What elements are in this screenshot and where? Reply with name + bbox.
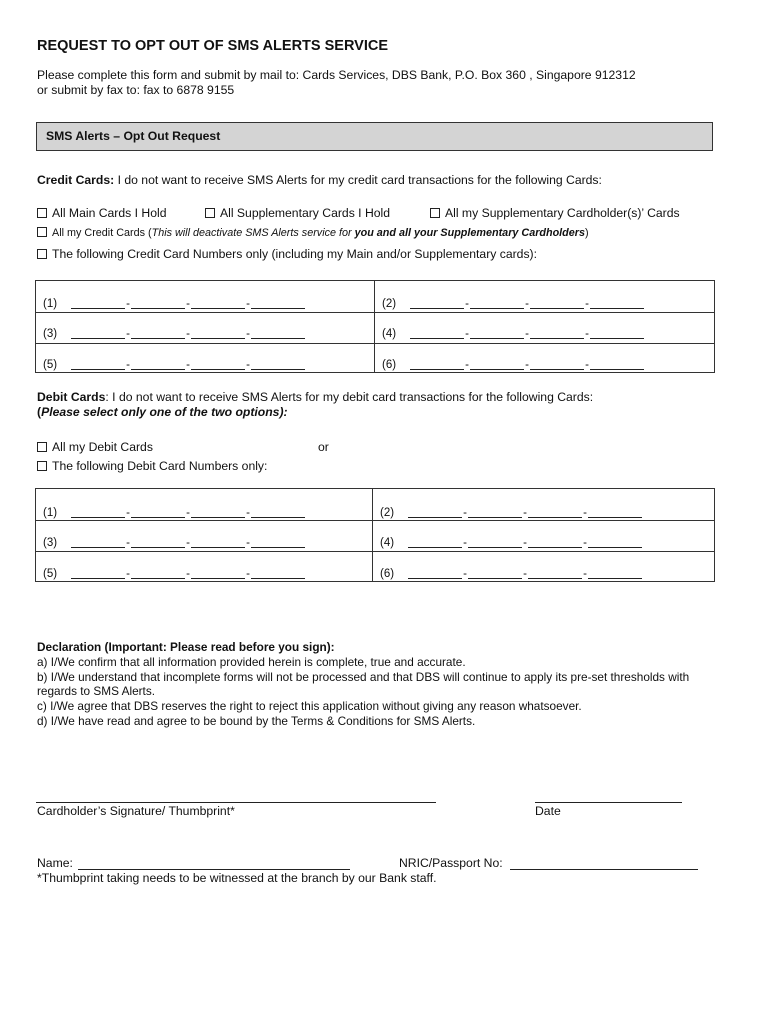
declaration-heading: Declaration (Important: Please read before you sign):: [37, 640, 335, 654]
slot-label: (4): [382, 328, 397, 340]
declaration: [37, 640, 689, 729]
name-label: Name:: [37, 856, 73, 870]
option-all-main-cards[interactable]: [37, 206, 166, 220]
credit-card-slot[interactable]: [382, 297, 644, 310]
slot-separator: -: [126, 568, 130, 580]
option-all-credit-cards-note: This will deactivate SMS Alerts service for: [151, 227, 355, 239]
option-debit-card-numbers[interactable]: [37, 459, 267, 473]
signature-line[interactable]: [36, 802, 436, 803]
slot-separator: -: [523, 537, 527, 549]
slot-label: (2): [382, 298, 397, 310]
debit-cards-heading: Debit Cards: [37, 390, 106, 404]
option-all-main-cards-label: All Main Cards I Hold: [52, 206, 167, 220]
slot-separator: -: [126, 328, 130, 340]
checkbox-all-main-cards[interactable]: [37, 208, 47, 218]
slot-label: (1): [43, 298, 58, 310]
nric-label: NRIC/Passport No:: [399, 856, 503, 870]
slot-separator: -: [186, 298, 190, 310]
option-all-supplementary-cards-label: All Supplementary Cards I Hold: [220, 206, 391, 220]
slot-separator: -: [465, 328, 469, 340]
credit-card-numbers-table: [35, 280, 715, 373]
slot-label: (4): [380, 537, 395, 549]
checkbox-all-supplementary-cards[interactable]: [205, 208, 215, 218]
slot-separator: -: [246, 359, 250, 371]
credit-card-slot[interactable]: [382, 327, 644, 340]
slot-separator: -: [126, 507, 130, 519]
debit-cards-text: : I do not want to receive SMS Alerts for my debit card transactions for the following Cards:: [105, 390, 594, 404]
thumbprint-footnote: *Thumbprint taking needs to be witnessed at the branch by our Bank staff.: [37, 871, 437, 885]
slot-separator: -: [463, 507, 467, 519]
debit-card-slot[interactable]: [43, 536, 305, 549]
option-supplementary-cardholders-label: All my Supplementary Cardholder(s)’ Cards: [445, 206, 680, 220]
slot-separator: -: [186, 359, 190, 371]
declaration-item-a: a) I/We confirm that all information provided herein is complete, true and accurate.: [37, 654, 466, 669]
table-divider: [36, 312, 714, 313]
slot-separator: -: [126, 537, 130, 549]
checkbox-credit-card-numbers[interactable]: [37, 249, 47, 259]
credit-cards-text: I do not want to receive SMS Alerts for my credit card transactions for the following Cards:: [114, 173, 602, 187]
slot-label: (5): [43, 359, 58, 371]
table-divider: [36, 551, 714, 552]
option-credit-card-numbers-label: The following Credit Card Numbers only (including my Main and/or Supplementary cards):: [52, 247, 538, 261]
slot-separator: -: [126, 298, 130, 310]
slot-label: (3): [43, 328, 58, 340]
option-all-debit-cards[interactable]: [37, 440, 153, 454]
slot-separator: -: [186, 568, 190, 580]
slot-separator: -: [465, 359, 469, 371]
option-all-credit-cards-close: ): [585, 227, 589, 239]
slot-label: (1): [43, 507, 58, 519]
name-field[interactable]: [78, 869, 350, 870]
slot-separator: -: [583, 507, 587, 519]
option-supplementary-cardholders[interactable]: [430, 206, 680, 220]
slot-separator: -: [525, 359, 529, 371]
slot-separator: -: [465, 298, 469, 310]
slot-label: (2): [380, 507, 395, 519]
debit-card-slot[interactable]: [43, 567, 305, 580]
table-divider: [372, 489, 373, 581]
slot-separator: -: [186, 537, 190, 549]
option-debit-card-numbers-label: The following Debit Card Numbers only:: [52, 459, 268, 473]
form-title: REQUEST TO OPT OUT OF SMS ALERTS SERVICE: [37, 38, 388, 54]
declaration-item-b-cont: regards to SMS Alerts.: [37, 684, 156, 699]
slot-separator: -: [583, 537, 587, 549]
checkbox-debit-card-numbers[interactable]: [37, 461, 47, 471]
nric-field[interactable]: [510, 869, 698, 870]
slot-separator: -: [523, 507, 527, 519]
debit-note-open: (: [37, 405, 42, 419]
slot-separator: -: [583, 568, 587, 580]
slot-separator: -: [463, 568, 467, 580]
slot-separator: -: [585, 298, 589, 310]
date-line[interactable]: [535, 802, 682, 803]
credit-card-slot[interactable]: [43, 327, 305, 340]
slot-separator: -: [246, 537, 250, 549]
section-header-label: SMS Alerts – Opt Out Request: [46, 129, 221, 143]
intro-line-2: or submit by fax to: fax to 6878 9155: [37, 83, 235, 97]
debit-note-text: Please select only one of the two options):: [41, 405, 288, 419]
checkbox-supplementary-cardholders[interactable]: [430, 208, 440, 218]
slot-separator: -: [246, 328, 250, 340]
declaration-item-b: b) I/We understand that incomplete forms will not be processed and that DBS will continue to apply its pre-set thresholds with: [37, 669, 690, 684]
option-all-supplementary-cards[interactable]: [205, 206, 390, 220]
slot-label: (6): [380, 568, 395, 580]
debit-card-numbers-table: [35, 488, 715, 582]
slot-separator: -: [126, 359, 130, 371]
slot-separator: -: [186, 328, 190, 340]
slot-separator: -: [246, 507, 250, 519]
table-divider: [36, 343, 714, 344]
checkbox-all-debit-cards[interactable]: [37, 442, 47, 452]
credit-card-slot[interactable]: [43, 358, 305, 371]
table-divider: [36, 520, 714, 521]
intro-line-1: Please complete this form and submit by mail to: Cards Services, DBS Bank, P.O. Box 360 , Singapore 912312: [37, 68, 636, 82]
debit-or-label: or: [318, 440, 329, 454]
slot-label: (5): [43, 568, 58, 580]
slot-separator: -: [463, 537, 467, 549]
slot-separator: -: [585, 359, 589, 371]
slot-separator: -: [525, 298, 529, 310]
slot-label: (6): [382, 359, 397, 371]
credit-card-slot[interactable]: [382, 358, 644, 371]
credit-cards-statement: [37, 173, 602, 187]
slot-separator: -: [525, 328, 529, 340]
section-header: [36, 122, 713, 151]
slot-separator: -: [246, 298, 250, 310]
option-all-credit-cards-label: All my Credit Cards (: [52, 227, 152, 239]
credit-cards-heading: Credit Cards:: [37, 173, 115, 187]
debit-card-slot[interactable]: [380, 506, 642, 519]
option-all-debit-cards-label: All my Debit Cards: [52, 440, 153, 454]
debit-card-slot[interactable]: [380, 567, 642, 580]
option-all-credit-cards[interactable]: [37, 227, 589, 239]
declaration-item-c: c) I/We agree that DBS reserves the right to reject this application without giving any reason whatsoever.: [37, 699, 582, 714]
table-divider: [374, 281, 375, 372]
signature-label: Cardholder’s Signature/ Thumbprint*: [37, 804, 235, 818]
declaration-item-d: d) I/We have read and agree to be bound by the Terms & Conditions for SMS Alerts.: [37, 713, 476, 728]
submission-instructions: [37, 68, 636, 98]
debit-card-slot[interactable]: [380, 536, 642, 549]
checkbox-all-credit-cards[interactable]: [37, 227, 47, 237]
debit-cards-statement: [37, 390, 593, 404]
date-label: Date: [535, 804, 561, 818]
slot-label: (3): [43, 537, 58, 549]
credit-card-slot[interactable]: [43, 297, 305, 310]
option-credit-card-numbers[interactable]: [37, 247, 537, 261]
slot-separator: -: [585, 328, 589, 340]
debit-card-slot[interactable]: [43, 506, 305, 519]
slot-separator: -: [523, 568, 527, 580]
slot-separator: -: [246, 568, 250, 580]
slot-separator: -: [186, 507, 190, 519]
debit-cards-note: [37, 405, 288, 419]
option-all-credit-cards-emphasis: you and all your Supplementary Cardholders: [354, 227, 585, 239]
